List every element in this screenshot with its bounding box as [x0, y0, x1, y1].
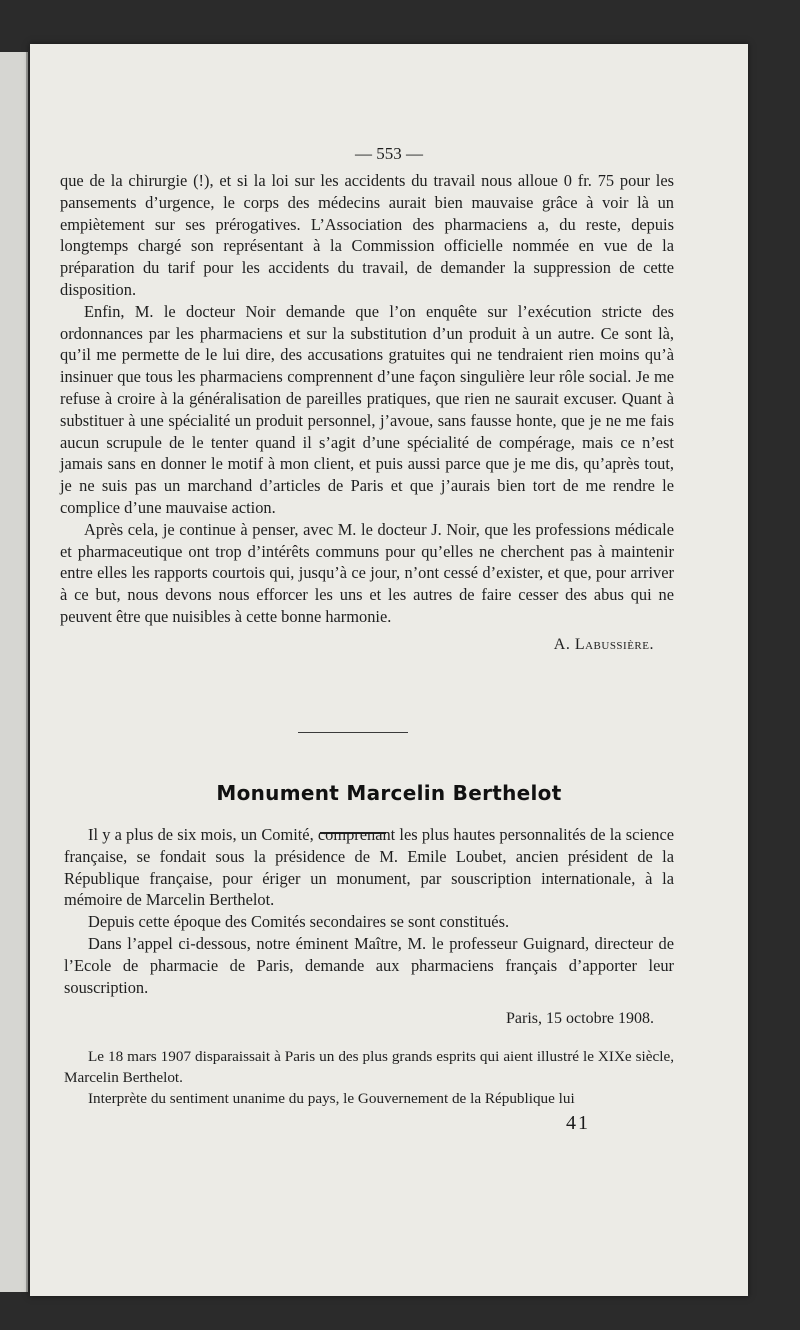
document-page: [30, 44, 748, 1296]
monument-section: [64, 824, 674, 1109]
paragraph: que de la chirurgie (!), et si la loi sur les accidents du travail nous alloue 0 fr. 75 pour les pansements d’urgence, le corps des médecins aurait bien mauvaise grâce à voir là un empiètement sur ses prérogatives. L’Association des pharmaciens a, du reste, depuis longtemps chargé son représentant à la Commission officielle nommée en vue de la préparation du tarif pour les accidents du travail, de demander la suppression de cette disposition.: [60, 171, 674, 299]
quote-paragraph: Le 18 mars 1907 disparaissait à Paris un des plus grands esprits qui aient illustré le XIXe siècle, Marcelin Berthelot.: [64, 1048, 674, 1087]
paragraph: Après cela, je continue à penser, avec M. le docteur J. Noir, que les professions médicale et pharmaceutique ont trop d’intérêts communs pour qu’elles ne cherchent pas à maintenir entre elles les rapports courtois qui, jusqu’à ce jour, n’ont cessé d’exister, et que, pour arriver à ce but, nous devons nous efforcer les uns et les autres de faire cesser des abus qui ne peuvent être que nuisibles à cette bonne harmonie.: [60, 519, 674, 626]
section-title: Monument Marcelin Berthelot: [216, 781, 562, 805]
paragraph: Dans l’appel ci-dessous, notre éminent Maître, M. le professeur Guignard, directeur de l’Ecole de pharmacie de Paris, demande aux pharmaciens français d’apporter leur souscription.: [64, 933, 674, 997]
signature-folio-mark: 41: [566, 1112, 590, 1134]
separator-rule: [298, 732, 408, 733]
paragraph: Il y a plus de six mois, un Comité, comprenant les plus hautes personnalités de la science française, se fondait sous la présidence de M. Emile Loubet, ancien président de la République française, pour ériger un monument, par souscription internationale, à la mémoire de Marcelin Berthelot.: [64, 825, 674, 910]
appeal-quote: [64, 1046, 674, 1109]
author-signature: A. Labussière.: [553, 635, 654, 653]
page-number: — 553 —: [355, 144, 423, 163]
dateline: Paris, 15 octobre 1908.: [506, 1010, 654, 1028]
article-continuation: [60, 170, 674, 654]
previous-page-edge: [0, 52, 28, 1292]
paragraph: Depuis cette époque des Comités secondaires se sont constitués.: [88, 912, 510, 932]
paragraph: Enfin, M. le docteur Noir demande que l’on enquête sur l’exécution stricte des ordonnances par les pharmaciens et sur la substitution d’un produit à un autre. Ce sont là, qu’il me permette de le lui dire, des accusations gratuites qui ne tendraient rien moins qu’à insinuer que tous les pharmaciens comprennent d’une façon singulière leur rôle social. Je me refuse à croire à la généralisation de pareilles pratiques, que rien ne saurait excuser. Quant à substituer à une spécialité un produit personnel, j’avoue, sans fausse honte, que je ne me fais aucun scrupule de le tenter quand il s’agit d’une spécialité de compérage, mais ce n’est jamais sans en donner le motif à mon client, et puis aussi parce que je me dis, qu’après tout, je ne suis pas un marchand d’articles de Paris et que j’aurais bien tort de me rendre le complice d’une mauvaise action.: [60, 301, 674, 517]
quote-paragraph: Interprète du sentiment unanime du pays, le Gouvernement de la République lui: [88, 1090, 575, 1108]
